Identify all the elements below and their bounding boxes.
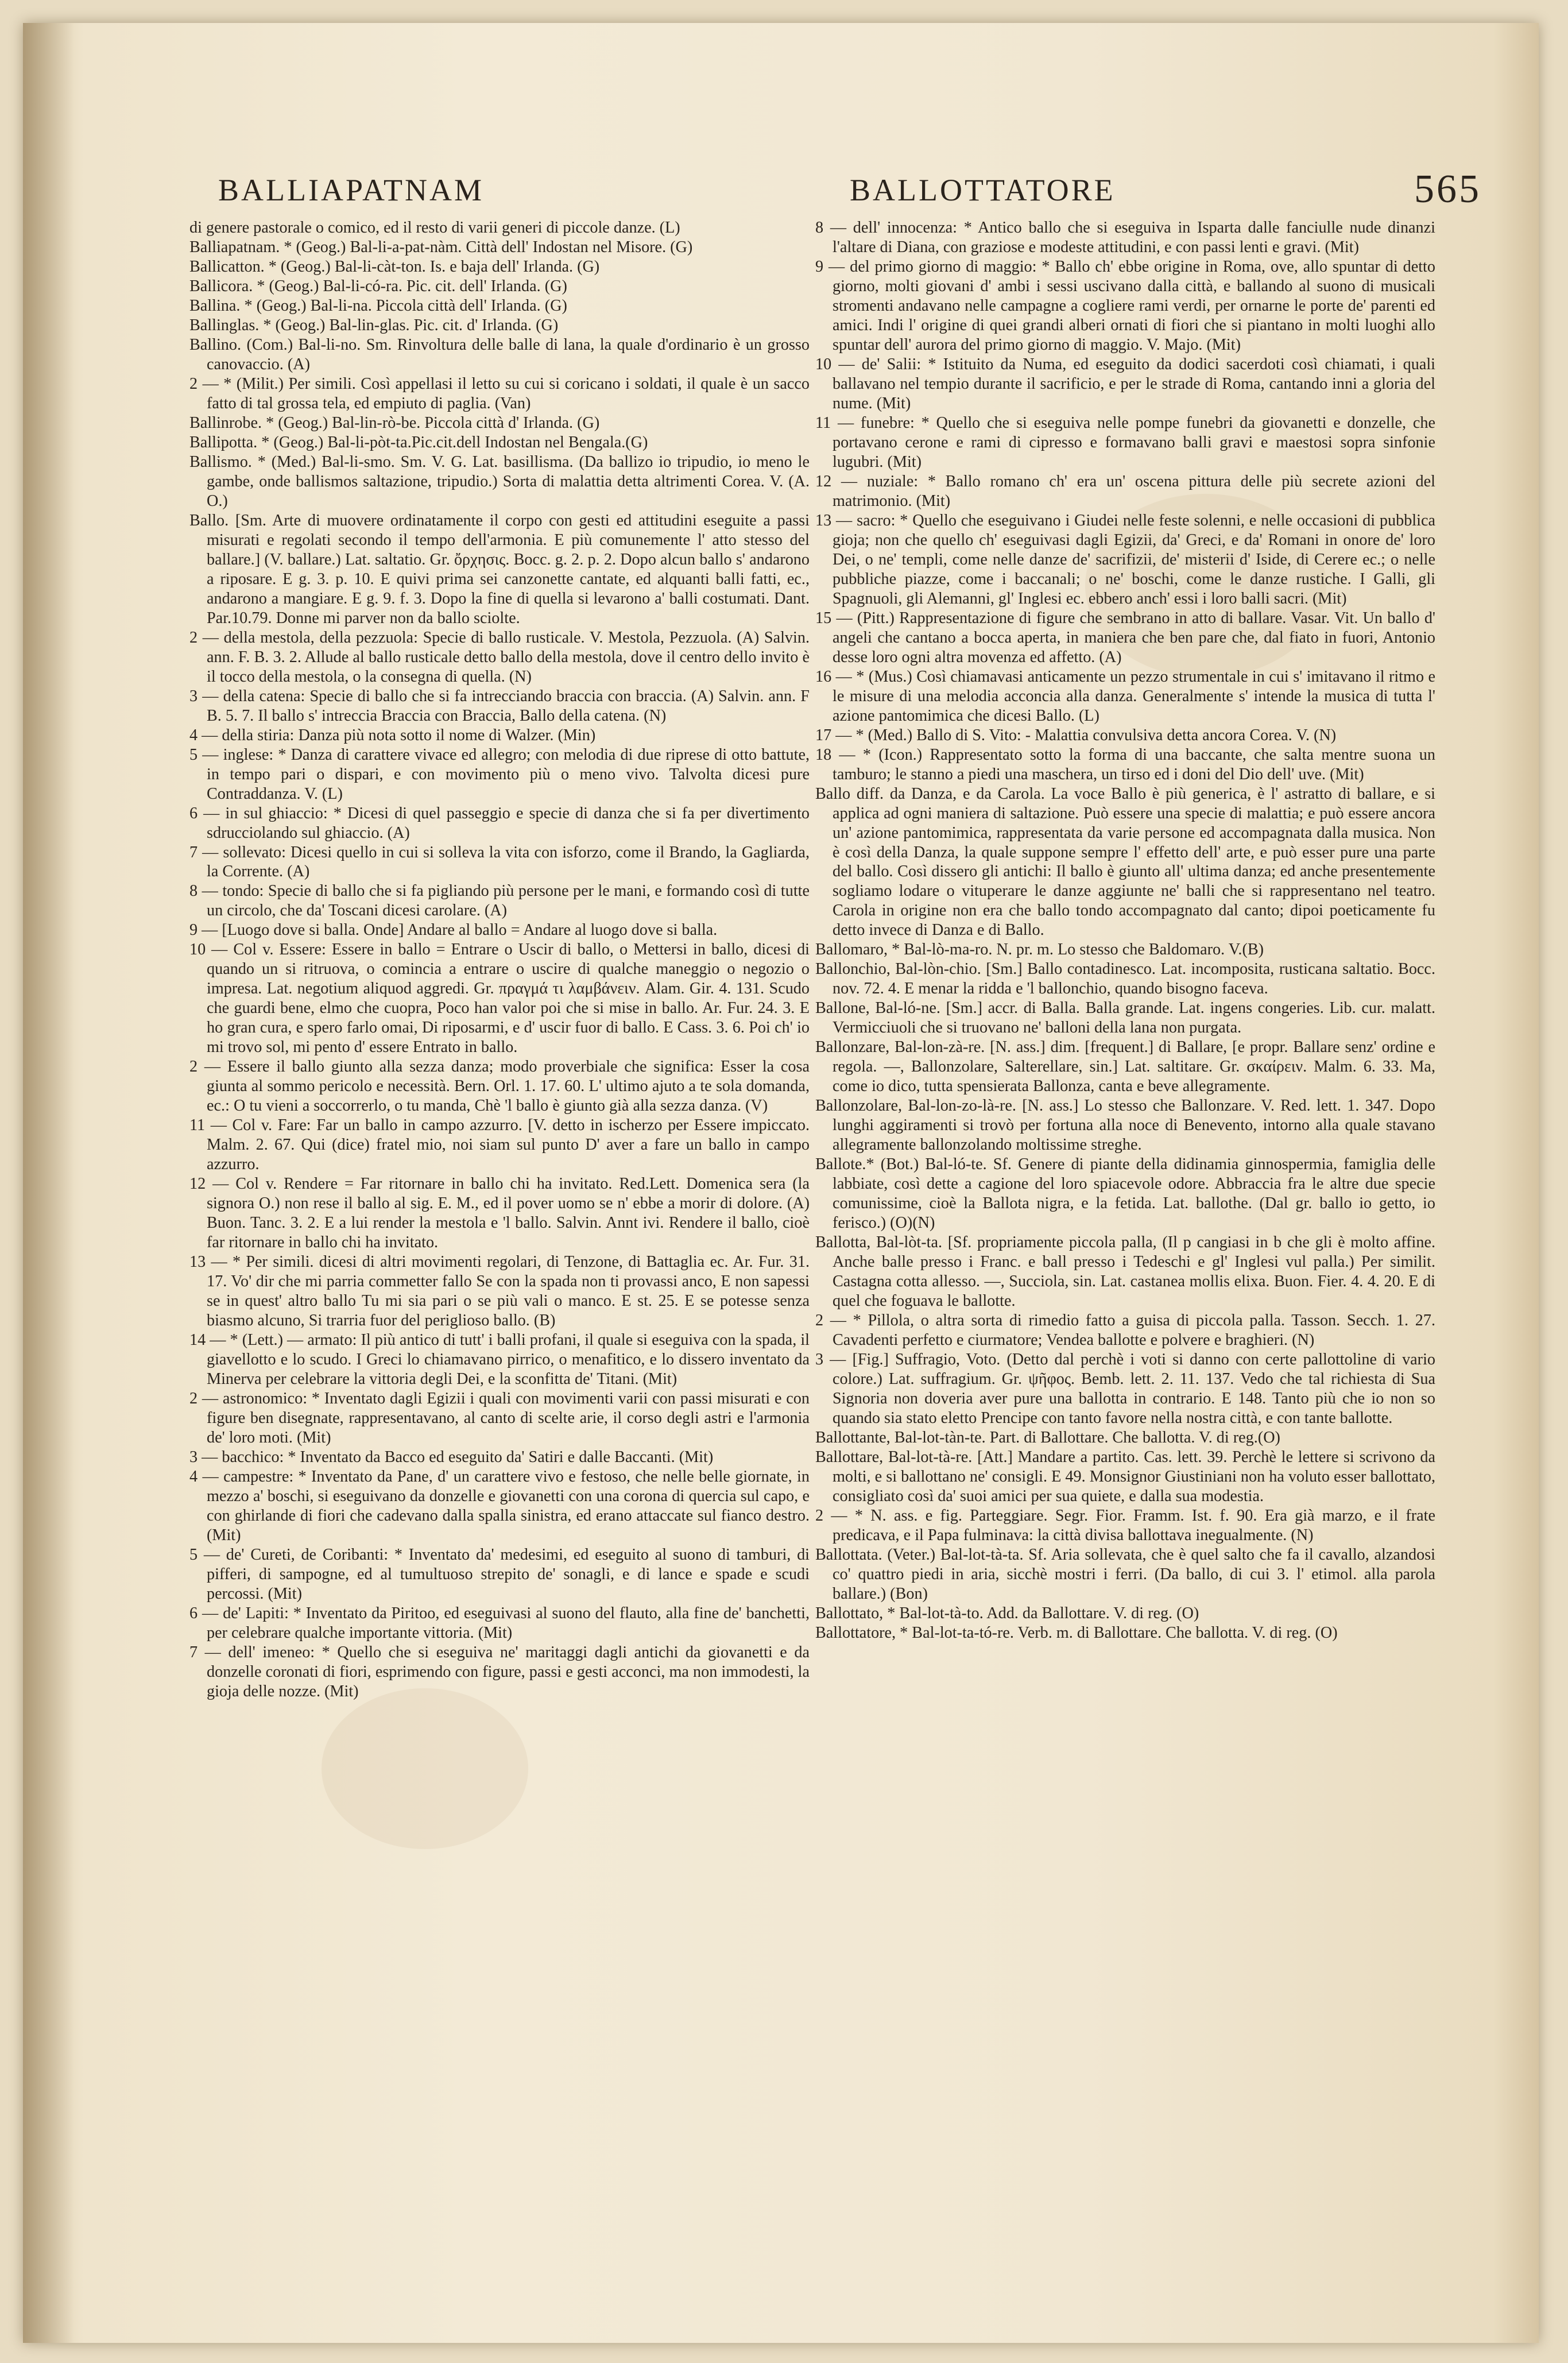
dictionary-entry: Ballonzare, Bal-lon-zà-re. [N. ass.] dim. [frequent.] di Ballare, [e propr. Ballare senz' ordine e regola. —, Ballonzolare, Salterellare, sin.] Lat. saltitare. Gr. σκαίρειν. Malm. 6. 33. Ma, come io dico, tutta spensierata Ballonza, canta e beve allegramente. <box>815 1038 1435 1096</box>
page-gutter <box>23 23 75 2343</box>
dictionary-entry: Ballote.* (Bot.) Bal-ló-te. Sf. Genere di piante della didinamia ginnospermia, famiglia delle labbiate, così dette a cagione del loro spiacevole odore. Abbraccia fra le altre due specie comunissime, cioè la Ballota nigra, e la fetida. Lat. ballothe. (Dal gr. ballo io getto, io ferisco.) (O)(N) <box>815 1155 1435 1232</box>
dictionary-entry: 7 — dell' imeneo: * Quello che si eseguiva ne' maritaggi dagli antichi da giovanetti e da donzelle coronati di fiori, esprimendo con figure, passi e gesti acconci, ma non immodesti, la gioja delle nozze. (Mit) <box>189 1643 810 1700</box>
left-column <box>189 218 810 1701</box>
dictionary-entry: Ballinglas. * (Geog.) Bal-lin-glas. Pic. cit. d' Irlanda. (G) <box>189 316 559 334</box>
dictionary-entry: Ballo. [Sm. Arte di muovere ordinatamente il corpo con gesti ed attitudini eseguite a passi misurati e regolati secondo il tempo dell'armonia. E più comunemente l' atto stesso del ballare.] (V. ballare.) Lat. saltatio. Gr. ὄρχησις. Bocc. g. 2. p. 2. Dopo alcun ballo s' andarono a riposare. E g. 3. p. 10. E quivi prima sei canzonette cantate, ed alquanti balli fatti, ec., andarono a mangiare. E g. 9. f. 3. Dopo la fine di quella si levarono a' balli costumati. Dant. Par.10.79. Donne mi parver non da ballo sciolte. <box>189 511 810 627</box>
dictionary-entry: 17 — * (Med.) Ballo di S. Vito: - Malattia convulsiva detta ancora Corea. V. (N) <box>815 726 1337 744</box>
dictionary-entry: 8 — tondo: Specie di ballo che si fa pigliando più persone per le mani, e formando così di tutte un circolo, che da' Toscani dicesi carolare. (A) <box>189 882 810 920</box>
dictionary-entry: Ballottare, Bal-lot-tà-re. [Att.] Mandare a partito. Cas. lett. 39. Perchè le lettere si scrivono da molti, e si ballottano ne' consigli. E 49. Monsignor Giustiniani non ha voluto esser ballottato, consigliato così da' suoi amici per sua quiete, e dalla sua modestia. <box>815 1448 1435 1505</box>
dictionary-entry: 16 — * (Mus.) Così chiamavasi anticamente un pezzo strumentale in cui s' imitavano il ritmo e le misure di una melodia acconcia alla danza. Generalmente s' intende la musica di tutta l' azione pantomimica che dicesi Ballo. (L) <box>815 667 1435 725</box>
dictionary-entry: 12 — nuziale: * Ballo romano ch' era un' oscena pittura delle più secrete azioni del matrimonio. (Mit) <box>815 472 1435 510</box>
dictionary-entry: 2 — * Pillola, o altra sorta di rimedio fatto a guisa di piccola palla. Tasson. Secch. 1. 27. Cavadenti perfetto e ciurmatore; Vendea ballotte e polvere e braghieri. (N) <box>815 1312 1435 1349</box>
dictionary-entry: 2 — astronomico: * Inventato dagli Egizii i quali con movimenti varii con passi misurati e con figure ben disegnate, rappresentavano, al canto di scelte arie, il corso degli astri e l'armonia de' loro moti. (Mit) <box>189 1390 810 1447</box>
dictionary-entry: 9 — del primo giorno di maggio: * Ballo ch' ebbe origine in Roma, ove, allo spuntar di detto giorno, molti giovani d' ambi i sessi uscivano dalla città, e ballando al suono di musicali stromenti andavano nelle campagne a cogliere rami verdi, per ornarne le porte de' parenti ed amici. Indi l' origine di quei grandi alberi ornati di fiori che si piantano in molti luoghi allo spuntar dell' aurora del primo giorno di maggio. V. Majo. (Mit) <box>815 257 1435 354</box>
dictionary-entry: Ballonzolare, Bal-lon-zo-là-re. [N. ass.] Lo stesso che Ballonzare. V. Red. lett. 1. 347. Dopo lunghi aggiramenti si trovò per fortuna alla noce di Benevento, intorno alla quale stavano allegramente ballonzolando moltissime streghe. <box>815 1097 1435 1154</box>
dictionary-entry: 12 — Col v. Rendere = Far ritornare in ballo chi ha invitato. Red.Lett. Domenica sera (la signora O.) non rese il ballo al sig. E. M., ed il pover uomo se n' ebbe a morir di dolore. (A) Buon. Tanc. 3. 2. E a lui render la mestola e 'l ballo. Salvin. Annt ivi. Rendere il ballo, cioè far ritornare in ballo chi ha invitato. <box>189 1175 810 1252</box>
dictionary-entry: 9 — [Luogo dove si balla. Onde] Andare al ballo = Andare al luogo dove si balla. <box>189 921 718 939</box>
dictionary-entry: Ballicatton. * (Geog.) Bal-li-càt-ton. Is. e baja dell' Irlanda. (G) <box>189 257 600 276</box>
dictionary-entry: Ballottante, Bal-lot-tàn-te. Part. di Ballottare. Che ballotta. V. di reg.(O) <box>815 1429 1280 1447</box>
dictionary-entry: Ballina. * (Geog.) Bal-li-na. Piccola città dell' Irlanda. (G) <box>189 296 567 315</box>
dictionary-entry: Ballottata. (Veter.) Bal-lot-tà-ta. Sf. Aria sollevata, che è quel salto che fa il cavallo, alzandosi co' quattro piedi in aria, sicchè mostri i ferri. (Da ballo, di cui 3. l' etimol. alla parola ballare.) (Bon) <box>815 1545 1435 1603</box>
dictionary-entry: 3 — della catena: Specie di ballo che si fa intrecciando braccia con braccia. (A) Salvin. ann. F B. 5. 7. Il ballo s' intreccia Braccia con Braccia, Ballo della catena. (N) <box>189 687 810 725</box>
page-number: 565 <box>1414 167 1481 211</box>
dictionary-entry: 11 — Col v. Fare: Far un ballo in campo azzurro. [V. detto in ischerzo per Essere impiccato. Malm. 2. 67. Qui (dice) fratel mio, noi siam sul punto D' aver a fare un ballo in campo azzurro. <box>189 1116 810 1174</box>
dictionary-entry: Ballomaro, * Bal-lò-ma-ro. N. pr. m. Lo stesso che Baldomaro. V.(B) <box>815 941 1264 959</box>
dictionary-entry: Ballottatore, * Bal-lot-ta-tó-re. Verb. m. di Ballottare. Che ballotta. V. di reg. (O) <box>815 1623 1338 1642</box>
dictionary-entry: 2 — * N. ass. e fig. Parteggiare. Segr. Fior. Framm. Ist. f. 90. Era già marzo, e il frate predicava, e il Papa fulminava: la città divisa ballottava inegualmente. (N) <box>815 1506 1435 1544</box>
dictionary-entry: 11 — funebre: * Quello che si eseguiva nelle pompe funebri da giovanetti e donzelle, che portavano cerone e rami di cipresso e formavano balli gravi e maestosi sopra sinfonie lugubri. (Mit) <box>815 413 1435 471</box>
running-header <box>172 167 1481 218</box>
dictionary-entry: 3 — [Fig.] Suffragio, Voto. (Detto dal perchè i voti si danno con certe pallottoline di vario colore.) Lat. suffragium. Gr. ψῆφος. Bemb. lett. 2. 11. 137. Vedo che tal richiesta di Sua Signoria non doveria aver pure una ballotta in contrario. E 148. Tanto più che io non so quando sia stato eletto Prencipe con tanto favore nella nostra città, e con tante ballotte. <box>815 1351 1435 1428</box>
dictionary-entry: 2 — Essere il ballo giunto alla sezza danza; modo proverbiale che significa: Esser la cosa giunta al sommo pericolo e necessità. Bern. Orl. 1. 17. 60. L' ultimo ajuto a te sola domanda, ec.: O tu vieni a soccorrerlo, o tu manda, Chè 'l ballo è giunto già alla sezza danza. (V) <box>189 1058 810 1115</box>
paper-stain <box>322 1688 528 1849</box>
dictionary-entry: Ballismo. * (Med.) Bal-li-smo. Sm. V. G. Lat. basillisma. (Da ballizo io tripudio, io meno le gambe, onde ballismos saltazione, tripudio.) Sorta di malattia detta altrimenti Corea. V. (A. O.) <box>189 453 810 510</box>
dictionary-entry: Ballone, Bal-ló-ne. [Sm.] accr. di Balla. Balla grande. Lat. ingens congeries. Lib. cur. malatt. Vermicciuoli che si truovano ne' balloni della lana non purgata. <box>815 999 1435 1037</box>
dictionary-entry: 8 — dell' innocenza: * Antico ballo che si eseguiva in Isparta dalle fanciulle nude dinanzi l'altare di Diana, con graziose e modeste attitudini, e con passi lenti e gravi. (Mit) <box>815 219 1435 256</box>
dictionary-entry: 5 — de' Cureti, de Coribanti: * Inventato da' medesimi, ed eseguito al suono di tamburi, di pifferi, di sampogne, ed al tumultuoso strepito de' sonagli, e di lance e spade e scudi percossi. (Mit) <box>189 1545 810 1603</box>
dictionary-entry: 15 — (Pitt.) Rappresentazione di figure che sembrano in atto di ballare. Vasar. Vit. Un ballo d' angeli che cantano a bocca aperta, in maniera che ben pare che, dal fiato in fuori, Antonio desse loro ogni altra movenza ed affetto. (A) <box>815 609 1435 666</box>
header-left-word: BALLIAPATNAM <box>218 173 485 207</box>
dictionary-entry: 18 — * (Icon.) Rappresentato sotto la forma di una baccante, che salta mentre suona un tamburo; le stanno a piedi una maschera, un tirso ed i doni del Dio dell' uve. (Mit) <box>815 745 1435 783</box>
dictionary-entry: di genere pastorale o comico, ed il resto di varii generi di piccole danze. (L) <box>189 219 680 237</box>
dictionary-entry: Ballinrobe. * (Geog.) Bal-lin-rò-be. Piccola città d' Irlanda. (G) <box>189 413 600 432</box>
dictionary-entry: 4 — campestre: * Inventato da Pane, d' un carattere vivo e festoso, che nelle belle giornate, in mezzo a' boschi, si eseguivano da donzelle e giovanetti con una corona di quercia sul capo, e con ghirlande di fiori che cadevano dalla spalla sinistra, ed erano attaccate sul fianco destro. (Mit) <box>189 1468 810 1544</box>
dictionary-entry: 13 — * Per simili. dicesi di altri movimenti regolari, di Tenzone, di Battaglia ec. Ar. Fur. 31. 17. Vo' dir che mi parria commetter fallo Se con la spada non ti provassi anco, E non sapessi se in quest' altro ballo Tu mi sia pari o se più vali o manco. E st. 25. E se potesse senza biasmo alcuno, Si trarria fuor del periglioso ballo. (B) <box>189 1253 810 1330</box>
header-right-word: BALLOTTATORE <box>850 173 1116 207</box>
dictionary-entry: 3 — bacchico: * Inventato da Bacco ed eseguito da' Satiri e dalle Baccanti. (Mit) <box>189 1448 714 1467</box>
dictionary-entry: 14 — * (Lett.) — armato: Il più antico di tutt' i balli profani, il quale si eseguiva con la spada, il giavellotto e lo scudo. I Greci lo chiamavano pirrico, o menafitico, e lo dissero inventato da Minerva per celebrare la vittoria degli Dei, e la sconfitta de' Titani. (Mit) <box>189 1331 810 1389</box>
dictionary-entry: Ballino. (Com.) Bal-li-no. Sm. Rinvoltura delle balle di lana, la quale d'ordinario è un grosso canovaccio. (A) <box>189 335 810 373</box>
dictionary-entry: Ballipotta. * (Geog.) Bal-li-pòt-ta.Pic.cit.dell Indostan nel Bengala.(G) <box>189 433 648 451</box>
dictionary-entry: 7 — sollevato: Dicesi quello in cui si solleva la vita con isforzo, come il Brando, la Gagliarda, la Corrente. (A) <box>189 843 810 881</box>
dictionary-entry: 2 — * (Milit.) Per simili. Così appellasi il letto su cui si coricano i soldati, il quale è un sacco fatto di tal grossa tela, ed empiuto di paglia. (Van) <box>189 374 810 412</box>
dictionary-entry: 6 — in sul ghiaccio: * Dicesi di quel passeggio e specie di danza che si fa per divertimento sdrucciolando sul ghiaccio. (A) <box>189 804 810 842</box>
dictionary-entry: Ballotta, Bal-lòt-ta. [Sf. propriamente piccola palla, (Il p cangiasi in b che gli è molto affine. Anche balle presso i Franc. e ball presso i Tedeschi e gl' Inglesi vul palla.) Per similit. Castagna cotta allesso. —, Succiola, sin. Lat. castanea mollis elixa. Buon. Fier. 4. 4. 20. E di quel che foguava le ballotte. <box>815 1233 1435 1310</box>
right-column <box>815 218 1435 1643</box>
dictionary-entry: 4 — della stiria: Danza più nota sotto il nome di Walzer. (Min) <box>189 726 596 744</box>
dictionary-entry: 13 — sacro: * Quello che eseguivano i Giudei nelle feste solenni, e nelle occasioni di pubblica gioja; non che quello ch' eseguivasi dagli Egizii, da' Greci, e da' Romani in onore de' loro Dei, o ne' templi, come nelle danze de' sacrifizii, de' misterii d' Iside, di Cerere ec.; o nelle pubbliche piazze, come i baccanali; o ne' boschi, come le danze rustiche. I Galli, gli Spagnuoli, gli Alemanni, gl' Inglesi ec. ebbero anch' essi i loro balli sacri. (Mit) <box>815 511 1435 608</box>
dictionary-entry: 10 — Col v. Essere: Essere in ballo = Entrare o Uscir di ballo, o Mettersi in ballo, dicesi di quando un si ritruova, o comincia a entrare o uscire di qualche maneggio o negozio o impresa. Lat. negotium aliquod aggredi. Gr. πραγμά τι λαμβάνειν. Alam. Gir. 4. 131. Scudo che guardi bene, elmo che cuopra, Poco han valor poi che si mise in ballo. Ar. Fur. 24. 3. E ho gran cura, e spero farlo omai, Di riposarmi, e d' uscir fuor di ballo. E Cass. 3. 6. Poi ch' io mi trovo sol, mi pento d' essere Entrato in ballo. <box>189 941 810 1057</box>
dictionary-entry: 6 — de' Lapiti: * Inventato da Piritoo, ed eseguivasi al suono del flauto, alla fine de' banchetti, per celebrare qualche importante vittoria. (Mit) <box>189 1604 810 1642</box>
dictionary-entry: 2 — della mestola, della pezzuola: Specie di ballo rusticale. V. Mestola, Pezzuola. (A) Salvin. ann. F. B. 3. 2. Allude al ballo rusticale detto ballo della mestola, dove il centro dello invito è il tocco della mestola, o la consegna di quella. (N) <box>189 628 810 686</box>
dictionary-entry: Ballonchio, Bal-lòn-chio. [Sm.] Ballo contadinesco. Lat. incomposita, rusticana saltatio. Bocc. nov. 72. 4. E menar la ridda e 'l ballonchio, quando bisogno faceva. <box>815 960 1435 998</box>
dictionary-entry: Ballottato, * Bal-lot-tà-to. Add. da Ballottare. V. di reg. (O) <box>815 1604 1199 1622</box>
dictionary-entry: Balliapatnam. * (Geog.) Bal-li-a-pat-nàm. Città dell' Indostan nel Misore. (G) <box>189 238 693 256</box>
dictionary-entry: 5 — inglese: * Danza di carattere vivace ed allegro; con melodia di due riprese di otto battute, in tempo pari o dispari, e con movimento più o meno vivo. Talvolta dicesi pure Contraddanza. V. (L) <box>189 745 810 803</box>
dictionary-entry: Ballicora. * (Geog.) Bal-li-có-ra. Pic. cit. dell' Irlanda. (G) <box>189 277 567 295</box>
dictionary-entry: Ballo diff. da Danza, e da Carola. La voce Ballo è più generica, è l' astratto di ballare, e si applica ad ogni maniera di saltazione. Può essere una specie di malattia; e può essere ancora un' azione pantomimica, rappresentata da varie persone ed accompagnata dalla musica. Non è così della Danza, la quale suppone sempre l' effetto dell' arte, e può esser pure una parte del ballo. Così dissero gli antichi: Il ballo è giunto all' ultima danza; ed anche presentemente sogliamo lodare o vituperare le danze aggiunte ne' balli che si rappresentano nel teatro. Carola in origine non era che ballo tondo accompagnato dal canto; dipoi poeticamente fu detto invece di Danza e di Ballo. <box>815 784 1435 939</box>
dictionary-entry: 10 — de' Salii: * Istituito da Numa, ed eseguito da dodici sacerdoti così chiamati, i quali ballavano nel tempio durante il sacrificio, e per le strade di Roma, cantando inni a gloria del nume. (Mit) <box>815 355 1435 412</box>
